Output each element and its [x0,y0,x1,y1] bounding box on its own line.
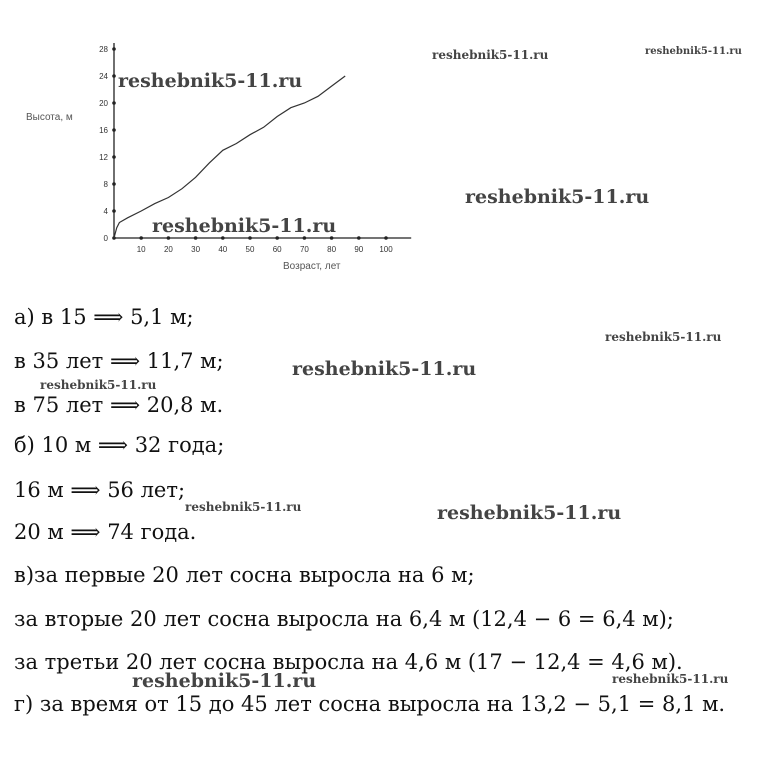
y-tick-mark [112,182,116,186]
x-tick-label: 70 [299,245,309,254]
x-tick-label: 20 [163,245,173,254]
watermark: reshebnik5-11.ru [645,46,742,57]
watermark: reshebnik5-11.ru [118,70,303,92]
series-line [114,76,345,238]
growth-chart [0,0,430,280]
y-tick-label: 12 [99,153,108,162]
x-tick-label: 80 [327,245,337,254]
y-tick-label: 20 [99,99,108,108]
y-axis-label: Высота, м [26,112,73,123]
solution-line: в)за первые 20 лет сосна выросла на 6 м; [14,563,475,587]
y-tick-label: 28 [99,45,108,54]
watermark: reshebnik5-11.ru [612,672,729,686]
x-tick-label: 60 [272,245,282,254]
watermark: reshebnik5-11.ru [437,502,622,524]
solution-line: в 35 лет ⟹ 11,7 м; [14,349,224,373]
watermark: reshebnik5-11.ru [292,358,477,380]
x-tick-label: 100 [379,245,393,254]
y-tick-mark [112,74,116,78]
x-tick-label: 30 [191,245,201,254]
y-tick-label: 8 [103,180,108,189]
solution-line: в 75 лет ⟹ 20,8 м. [14,393,224,417]
x-tick-label: 10 [136,245,146,254]
y-tick-label: 24 [99,72,108,81]
solution-line: г) за время от 15 до 45 лет сосна выросла на 13,2 − 5,1 = 8,1 м. [14,692,726,716]
watermark: reshebnik5-11.ru [432,48,549,62]
x-tick-label: 90 [354,245,364,254]
x-tick-mark [384,236,388,240]
chart-series [114,76,345,238]
solution-line: за вторые 20 лет сосна выросла на 6,4 м (12,4 − 6 = 6,4 м); [14,607,674,631]
x-tick-mark [357,236,361,240]
y-tick-label: 16 [99,126,108,135]
y-tick-mark [112,47,116,51]
solution-line: б) 10 м ⟹ 32 года; [14,433,225,457]
solution-line: за третьи 20 лет сосна выросла на 4,6 м (17 − 12,4 = 4,6 м). [14,650,683,674]
y-tick-mark [112,101,116,105]
y-tick-label: 4 [103,207,108,216]
watermark: reshebnik5-11.ru [605,330,722,344]
watermark: reshebnik5-11.ru [132,670,317,692]
solution-line: 16 м ⟹ 56 лет; [14,478,186,502]
y-tick-mark [112,128,116,132]
y-tick-mark [112,209,116,213]
watermark: reshebnik5-11.ru [40,378,157,392]
y-tick-label: 0 [103,234,108,243]
x-tick-mark [139,236,143,240]
watermark: reshebnik5-11.ru [185,500,302,514]
solution-line: а) в 15 ⟹ 5,1 м; [14,305,194,329]
x-tick-label: 40 [218,245,228,254]
watermark: reshebnik5-11.ru [152,215,337,237]
x-axis-label: Возраст, лет [283,261,341,272]
solution-line: 20 м ⟹ 74 года. [14,520,197,544]
watermark: reshebnik5-11.ru [465,186,650,208]
y-tick-mark [112,155,116,159]
x-tick-label: 50 [245,245,255,254]
